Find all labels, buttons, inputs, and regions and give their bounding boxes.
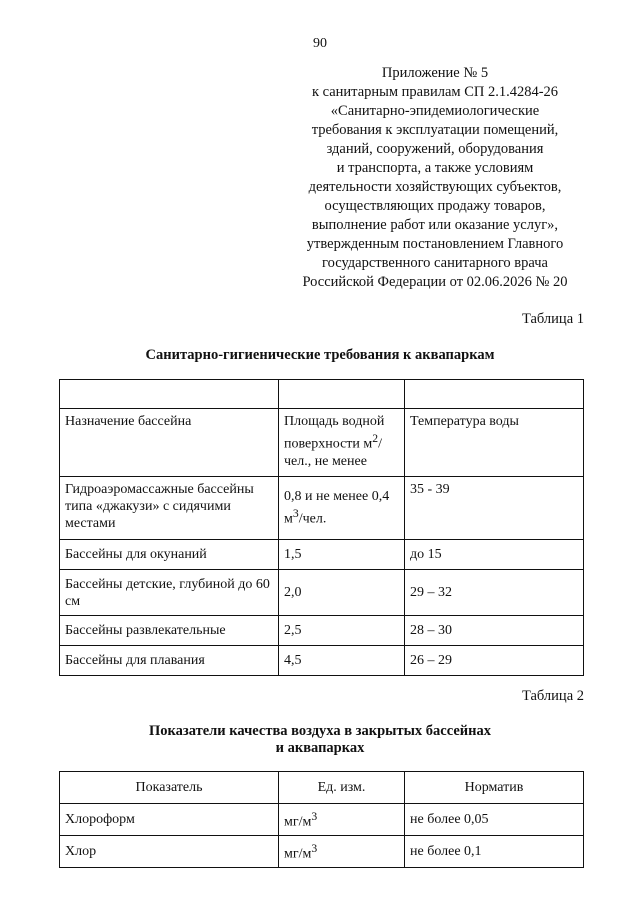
cell-unit [279,804,405,836]
header-area-text: Площадь водной поверхности м [284,414,385,452]
table1 [59,379,584,676]
table-row [60,616,584,646]
cell-temp: 29 – 32 [405,570,584,616]
table2-title [0,723,640,757]
table1-empty-row [60,380,584,409]
table1-header-row [60,409,584,477]
page-number: 90 [313,36,327,51]
table-cell [405,380,584,409]
header-indicator: Показатель [60,772,279,804]
header-temp: Температура воды [405,409,584,477]
cell-purpose: Бассейны для плавания [60,646,279,676]
cell-area-tail: /чел. [298,511,327,527]
cell-norm: не более 0,05 [405,804,584,836]
appendix-line: Приложение № 5 [381,65,489,81]
table2-title-line: Показатели качества воздуха в закрытых бассейнах [149,723,491,739]
appendix-line: выполнение работ или оказание услуг», [311,217,559,233]
table-row [60,570,584,616]
cell-area-text: 0,8 и не менее 0,4 м [284,489,390,527]
cell-unit-sup: 3 [311,842,318,856]
appendix-line: зданий, сооружений, оборудования [326,141,544,157]
cell-unit-sup: 3 [311,810,318,824]
cell-temp: 26 – 29 [405,646,584,676]
header-area-sup: 2 [372,432,379,445]
table-row [60,836,584,868]
header-purpose: Назначение бассейна [60,409,279,477]
table-row [60,646,584,676]
cell-purpose: Бассейны для окунаний [60,540,279,570]
appendix-line: Российской Федерации от 02.06.2026 № 20 [302,274,568,290]
appendix-line: государственного санитарного врача [322,255,548,271]
cell-purpose: Бассейны детские, глубиной до 60 см [60,570,279,616]
cell-area-sup: 3 [292,507,299,521]
cell-temp: 28 – 30 [405,616,584,646]
table2-header-row [60,772,584,804]
table2-title-line: и аквапарках [275,740,365,756]
cell-norm: не более 0,1 [405,836,584,868]
cell-temp: до 15 [405,540,584,570]
cell-indicator: Хлор [60,836,279,868]
cell-purpose: Бассейны развлекательные [60,616,279,646]
cell-area: 2,0 [279,570,405,616]
header-area [279,409,405,477]
cell-temp: 35 - 39 [405,477,584,540]
cell-unit-text: мг/м [284,814,312,830]
table1-label: Таблица 1 [521,311,584,327]
header-area-tail: /чел., не менее [284,436,382,469]
appendix-line: к санитарным правилам СП 2.1.4284-26 [311,84,559,100]
table-row [60,540,584,570]
table-row [60,477,584,540]
table-row [60,804,584,836]
table1-title: Санитарно-гигиенические требования к аквапаркам [145,347,495,363]
table-cell [60,380,279,409]
appendix-line: осуществляющих продажу товаров, [324,198,546,214]
table2-label: Таблица 2 [521,688,584,704]
appendix-line: деятельности хозяйствующих субъектов, [308,179,562,195]
cell-area: 1,5 [279,540,405,570]
appendix-line: утвержденным постановлением Главного [306,236,564,252]
appendix-line: требования к эксплуатации помещений, [311,122,559,138]
header-norm: Норматив [405,772,584,804]
cell-area: 4,5 [279,646,405,676]
appendix-line: «Санитарно-эпидемиологические [330,103,540,119]
header-unit: Ед. изм. [279,772,405,804]
table2 [59,771,584,868]
table-cell [279,380,405,409]
cell-indicator: Хлороформ [60,804,279,836]
cell-purpose: Гидроаэромассажные бассейны типа «джакузи» с сидячими местами [60,477,279,540]
cell-unit-text: мг/м [284,846,312,862]
cell-area [279,477,405,540]
appendix-block [290,64,580,292]
cell-unit [279,836,405,868]
appendix-line: и транспорта, а также условиям [336,160,534,176]
cell-area: 2,5 [279,616,405,646]
